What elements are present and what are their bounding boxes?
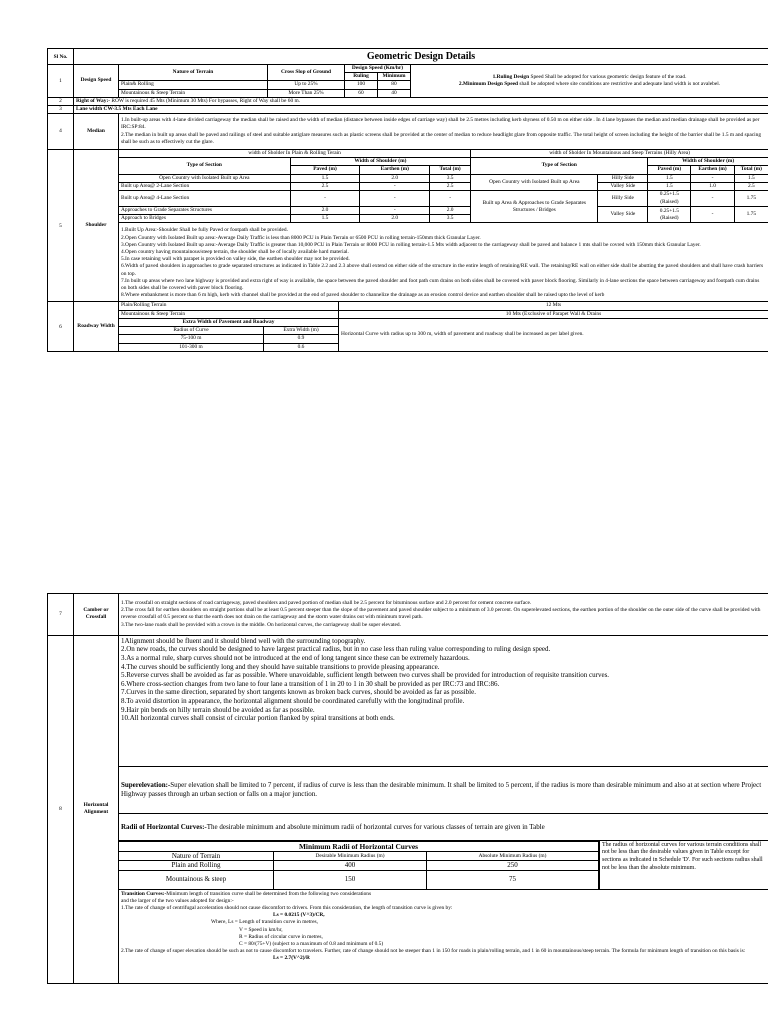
transition-text: Minimum length of transition curve shall be determined from the following two considerations xyxy=(166,890,372,897)
roadway-mount-value: 10 Mts (Exclusive of Parapet Wall & Drains xyxy=(339,310,768,318)
sl-4: 4 xyxy=(48,114,74,150)
extra-width-title: Extra Width of Pavement and Roadway xyxy=(119,318,339,326)
where-r: R = Radius of circular curve in metres, xyxy=(239,933,323,940)
superelevation-text: Super elevation shall be limited to 7 percent, if radius of curve is less than the desirable minimum. It shall be limited to 5 percent, if the radius is more than desirable minimum and also at at section where Project Highway passes through an urban section or falls on a major junction. xyxy=(121,781,762,798)
roadway-mount: Mountainous & Steep Terrain xyxy=(119,310,339,318)
plain-col-total: Total (m) xyxy=(430,166,471,174)
hilly-side-1: Valley Side xyxy=(598,182,648,190)
shoulder-note-3: 3.Open Country with Isolated Built up area:-Average Daily Traffic is greater than 10,000 PCU in Plain Terrain or 8000 PCU in rolling terrain-1.5 Mts width adjacent to the carriageway shall be paved and balance 1 mts shall be covred with 150mm thick Granular Layer. xyxy=(121,241,701,248)
shoulder-note-7: 7.In built up areas where two lane highway is provided and extra right of way is available, the space between the paved shoulder and foot path cum drains on both sides shall be covered with paver block flooring. Similarly in 4-lane sections the space between carriageway and footpath cum drains on both sides shall be covered with paver block flooring. xyxy=(121,277,760,292)
col-terrain: Nature of Terrain xyxy=(119,65,268,81)
shoulder-width-table xyxy=(119,150,768,301)
geometric-design-table xyxy=(47,48,768,352)
camber-p1: 1.The crossfall on straight sections of road carriageway, paved shoulders and paved portion of median shall be 2.5 percent for bituminous surface and 2.0 percent for cement concrete surface. xyxy=(121,600,532,606)
radius-1: 101-300 m xyxy=(119,343,264,351)
plain-col-width: Width of Shoulder (m) xyxy=(290,158,471,166)
plain-total-0: 3.5 xyxy=(430,174,471,182)
camber-p2: 2.The cross fall for earthen shoulders on straight portions shall be at least 0.5 percent steeper than the slope of the pavement and paved shoulder subject to a minimum of 3.0 percent. On superelevated sections, the earthen portion of the shoulder on the outer side of the curve shall be provided with reverse crossfall of 0.5 percent so that the earth does not drain on the carriageway and the storm water drains out with minimum travel path. xyxy=(121,607,761,621)
alignment-point-10: 10.All horizontal curves shall consist of circular portion flanked by spiral transitions at both ends. xyxy=(121,714,395,723)
hilly-total-2: 1.75 xyxy=(734,191,768,207)
median-text xyxy=(119,114,768,150)
plain-paved-4: 1.5 xyxy=(290,215,360,223)
plain-paved-2: - xyxy=(290,191,360,207)
radii-intro xyxy=(119,813,768,840)
sl-no-header: Sl No. xyxy=(48,49,74,65)
col-radius: Radius of Curve xyxy=(119,327,264,335)
right-of-way xyxy=(74,97,768,105)
speed-slope-0: Up to 25% xyxy=(268,81,345,89)
radii-table xyxy=(119,841,599,889)
hilly-paved-3: 0.25+1.5 (Raised) xyxy=(648,207,691,223)
transition-p1: 1.The rate of change of centrifugal acceleration should not cause discomfort to drivers. From this consideration, the length of transition curve is given by: xyxy=(121,904,453,911)
sl-6: 6 xyxy=(48,302,74,351)
roadway-note: Horizontal Curve with radius up to 300 m, width of pavement and roadway shall be increased as per label given. xyxy=(339,318,768,350)
hilly-total-3: 1.75 xyxy=(734,207,768,223)
hilly-paved-2: 0.25+1.5 (Raised) xyxy=(648,191,691,207)
horizontal-alignment-inner xyxy=(119,636,768,983)
col-slope: Cross Slop of Ground xyxy=(268,65,345,81)
shoulder-note-6: 6.Width of paved shoulders in approaches to grade separated structures as indicated in Table 2.2 and 2.3 above shall extend on either side of the structure in the entire length of retaining/RE wall. The retaining/RE wall on either side shall be abutting the paved shoulders and shall have crash barriers on top. xyxy=(121,263,764,277)
radii-col-absolute: Absolute Minimum Radius (m) xyxy=(427,851,599,861)
extra-0: 0.9 xyxy=(264,335,339,343)
col-minimum: Minimum xyxy=(378,73,411,81)
hilly-earthen-0: - xyxy=(691,174,734,182)
page-one xyxy=(47,48,768,352)
sl-8: 8 xyxy=(48,635,74,983)
shoulder-note-2: 2.Open Country with Isolated Built up area:-Average Daily Traffic is less than 8000 PCU in Plain Terrain or 6500 PCU in rolling terrain-150mm thick Granular Layer. xyxy=(121,234,481,241)
note2-bold: 2.Minimum Design Speed xyxy=(458,80,519,87)
hilly-col-total: Total (m) xyxy=(734,166,768,174)
alignment-points xyxy=(119,636,768,767)
plain-type-1: Built up Area@ 2-Lane Section xyxy=(119,182,290,190)
alignment-point-2: 2.On new roads, the curves should be designed to have largest practical radius, but in no case less than ruling value corresponding to ruling design speed. xyxy=(121,645,551,654)
where-c: C = 80/(75+V) (subject to a maximum of 0.8 and minimum of 0.5) xyxy=(239,940,384,947)
roadway-plain-value: 12 Mts xyxy=(339,302,768,310)
shoulder-label: Shoulder xyxy=(74,150,119,302)
transition-line-2: and the larger of the two values adopted for design:- xyxy=(121,897,234,904)
radii-absolute-0: 250 xyxy=(427,861,599,871)
radii-col-terrain: Nature of Terrain xyxy=(119,851,274,861)
speed-terrain-1: Mountainous & Steep Terrain xyxy=(119,89,268,97)
alignment-point-3: 3.As a normal rule, sharp curves should not be introduced at the end of long tangent since these can be extremely hazardous. xyxy=(121,654,470,662)
hilly-col-paved: Paved (m) xyxy=(648,166,691,174)
formula-1: Ls = 0.0215 (V^3)/CR, xyxy=(273,912,325,919)
roadway-width-label: Roadway Width xyxy=(74,302,119,351)
hilly-paved-0: 1.5 xyxy=(648,174,691,182)
extra-1: 0.6 xyxy=(264,343,339,351)
where-ls: Where, Ls = Length of transition curve in metres, xyxy=(211,919,318,926)
plain-col-paved: Paved (m) xyxy=(290,166,360,174)
radii-note: The radius of horizontal curves for various terrain conditions shall not be less than the desirable values given in Table except for sections as indicated in Schedule 'D'. For such sections radius shall not be less than the absolute minimum. xyxy=(600,840,768,889)
radii-title: Minimum Radii of Horizontal Curves xyxy=(119,841,599,851)
hilly-col-width: Width of Shoulder (m) xyxy=(648,158,768,166)
sl-7: 7 xyxy=(48,594,74,636)
plain-total-1: 2.5 xyxy=(430,182,471,190)
plain-total-2: - xyxy=(430,191,471,207)
plain-col-earthen: Earthen (m) xyxy=(360,166,430,174)
radii-col-desirable: Desirable Minimum Radius (m) xyxy=(274,851,427,861)
hilly-side-2: Hilly Side xyxy=(598,191,648,207)
alignment-point-7: 7.Curves in the same direction, separated by short tangents known as broken back curves, should be avoided as far as possible. xyxy=(121,688,476,697)
roadway-table xyxy=(119,302,768,350)
col-ruling: Ruling xyxy=(345,73,378,81)
median-p2: 2.The median in built up areas shall be paved and railings of steel and suitable antiglare measures such as plastic screens shall be provided at the center of median to reduce headlight glare from opposite traffic. The total height of screen including the height of the barrier shall be 1.5 m and spacing shall be such as to effectively cut the glare. xyxy=(121,131,762,145)
shoulder-note-1: 1.Built Up Area:-Shoulder Shall be fully Paved or footpath shall be provided. xyxy=(121,227,288,234)
hilly-earthen-1: 1.0 xyxy=(691,182,734,190)
col-speed: Design Speed (Km/hr) xyxy=(345,65,411,73)
alignment-point-4: 4.The curves should be sufficiently long and they should have suitable transitions to provide pleasing appearance. xyxy=(121,662,440,671)
plain-earthen-1: - xyxy=(360,182,430,190)
superelevation xyxy=(119,766,768,813)
radii-desirable-0: 400 xyxy=(274,861,427,871)
plain-total-3: 2.0 xyxy=(430,207,471,215)
lane-width: Lane width CW-3.5 Mts Each Lane xyxy=(74,106,768,114)
right-of-way-text: ROW is required 45 Mts (Minimum 30 Mts) For bypasses, Right of Way shall be 60 m. xyxy=(110,97,301,104)
horizontal-alignment-label: Horizontal Alignment xyxy=(74,635,119,983)
radius-0: 75-100 m xyxy=(119,335,264,343)
plain-paved-1: 2.5 xyxy=(290,182,360,190)
camber-text xyxy=(119,594,768,636)
plain-title: width of Sholder In Plain & Rolling Terain xyxy=(119,150,471,158)
hilly-side-3: Valley Side xyxy=(598,207,648,223)
plain-type-2: Built up Area@ 4-Lane Section xyxy=(119,191,290,207)
note2-text: shall be adopted where site conditions are restrictive and adequate land width is not avalebel. xyxy=(518,80,721,87)
plain-total-4: 3.5 xyxy=(430,215,471,223)
radii-terrain-1: Mountainous & steep xyxy=(119,871,274,889)
plain-type-4: Approach to Bridges xyxy=(119,215,290,223)
radii-absolute-1: 75 xyxy=(427,871,599,889)
speed-slope-1: More Than 25% xyxy=(268,89,345,97)
sl-5: 5 xyxy=(48,150,74,302)
transition-bold: Transition Curves:- xyxy=(121,890,167,897)
hilly-earthen-2: - xyxy=(691,191,734,207)
plain-type-0: Open Country with Isolated Built up Area xyxy=(119,174,290,182)
alignment-table xyxy=(47,593,768,984)
superelevation-bold: Superelevation:- xyxy=(121,781,171,790)
hilly-title: width of Sholder In Mountainous and Steep Terrains (Hilly Area) xyxy=(471,150,768,158)
hilly-earthen-3: - xyxy=(691,207,734,223)
median-p1: 1.In built-up areas with 4-lane divided carriageway the median shall be raised and the width of median (distance between inside edges of carriage way) shall be 2.5 metres including kerb shyness of 0.50 m on either side . In 4 lane bypasses the median and median drainage shall be provided as per IRC:SP:84. xyxy=(121,117,760,131)
shoulder-note-8: 8.Where embankment is more than 6 m high, kerb with channel shall be provided at the end of paved shoulder to channelize the drainage as an erosion control device and earthen shoulder shall be raised upto the level of kerb xyxy=(121,292,605,299)
roadway-plain: Plain/Rolling Terrain xyxy=(119,302,339,310)
page-two xyxy=(47,593,768,984)
where-v: V = Speed in km/hr, xyxy=(239,926,283,933)
hilly-col-type: Type of Section xyxy=(471,158,648,174)
alignment-point-9: 9.Hair pin bends on hilly terrain should be avoided as far as possible. xyxy=(121,705,315,714)
radii-desirable-1: 150 xyxy=(274,871,427,889)
design-speed-table xyxy=(119,65,768,97)
plain-col-type: Type of Section xyxy=(119,158,290,174)
sl-1: 1 xyxy=(48,65,74,98)
speed-ruling-1: 60 xyxy=(345,89,378,97)
plain-earthen-0: 2.0 xyxy=(360,174,430,182)
design-speed-notes xyxy=(411,65,768,97)
note1-bold: 1.Ruling Design xyxy=(492,73,530,80)
transition-p2: 2.The rate of change of super elevation should be such as not to cause discomfort to travelers. Further, rate of change should not be steeper than 1 in 150 for roads in plain/rolling terrain, and 1 in 60 in mountainous/steep terrain. The formula for minimum length of transition on this basis is: xyxy=(121,948,746,955)
hilly-total-0: 1.5 xyxy=(734,174,768,182)
speed-terrain-0: Plain& Rolling xyxy=(119,81,268,89)
hilly-type-2: Built up Area & Approaches to Grade Separates Structures / Bridges xyxy=(471,191,598,223)
alignment-point-6: 6.Where cross-section changes from two lane to four lane a transition of 1 in 20 to 1 in 30 shall be provided as per IRC:73 and IRC:86. xyxy=(121,679,500,688)
shoulder-note-4: 4.Open country having mountainous/steep terrain, the shoulder shall be of locally available hard material. xyxy=(121,249,349,256)
camber-p3: 3.The two-lane roads shall be provided with a crown in the middle. On horizontal curves, the carriageway shall be super elevated. xyxy=(121,621,401,628)
hilly-paved-1: 1.5 xyxy=(648,182,691,190)
plain-type-3: Approaches to Grade Separates Structures xyxy=(119,207,290,215)
sl-2: 2 xyxy=(48,97,74,105)
plain-paved-3: 2.0 xyxy=(290,207,360,215)
shoulder-notes xyxy=(119,223,768,302)
alignment-point-1: 1Alignment should be fluent and it should blend well with the surrounding topography. xyxy=(121,636,366,645)
formula-2: Ls = 2.7(V^2)/R xyxy=(273,955,310,962)
hilly-col-earthen: Earthen (m) xyxy=(691,166,734,174)
plain-earthen-2: - xyxy=(360,191,430,207)
design-speed-label: Design Speed xyxy=(74,65,119,98)
hilly-type-1: Open Country with Isolated Built up Area xyxy=(471,174,598,190)
speed-minimum-1: 40 xyxy=(378,89,411,97)
plain-paved-0: 1.5 xyxy=(290,174,360,182)
radii-bold: Radii of Horizontal Curves:- xyxy=(121,822,207,831)
hilly-total-1: 2.5 xyxy=(734,182,768,190)
speed-minimum-0: 80 xyxy=(378,81,411,89)
transition-curves xyxy=(119,889,768,983)
alignment-point-8: 8.To avoid distortion in appearance, the horizontal alignment should be coordinated carefully with the longitudinal profile. xyxy=(121,696,465,705)
page-title: Geometric Design Details xyxy=(74,49,768,65)
radii-text: The desirable minimum and absolute minimum radii of horizontal curves for various classes of terrain are given in Table xyxy=(206,822,545,831)
speed-ruling-0: 100 xyxy=(345,81,378,89)
camber-label: Camber or Crossfall xyxy=(74,594,119,636)
plain-earthen-4: 2.0 xyxy=(360,215,430,223)
shoulder-note-5: 5.In case retaining wall with parapet is provided on valley side, the earthen shoulder may not be provided. xyxy=(121,256,350,263)
col-extra: Extra Width (m) xyxy=(264,327,339,335)
sl-3: 3 xyxy=(48,106,74,114)
right-of-way-bold: Right of Way:- xyxy=(76,97,111,104)
median-label: Median xyxy=(74,114,119,150)
alignment-point-5: 5.Reverse curves shall be avoided as far as possible. Where unavoidable, sufficient length between two curves shall be provided for introduction of requisite transition curves. xyxy=(121,671,610,680)
radii-terrain-0: Plain and Rolling xyxy=(119,861,274,871)
hilly-side-0: Hilly Side xyxy=(598,174,648,182)
note1-text: Speed Shall be adopted for various geometric design feature of the road. xyxy=(529,73,687,80)
plain-earthen-3: - xyxy=(360,207,430,215)
